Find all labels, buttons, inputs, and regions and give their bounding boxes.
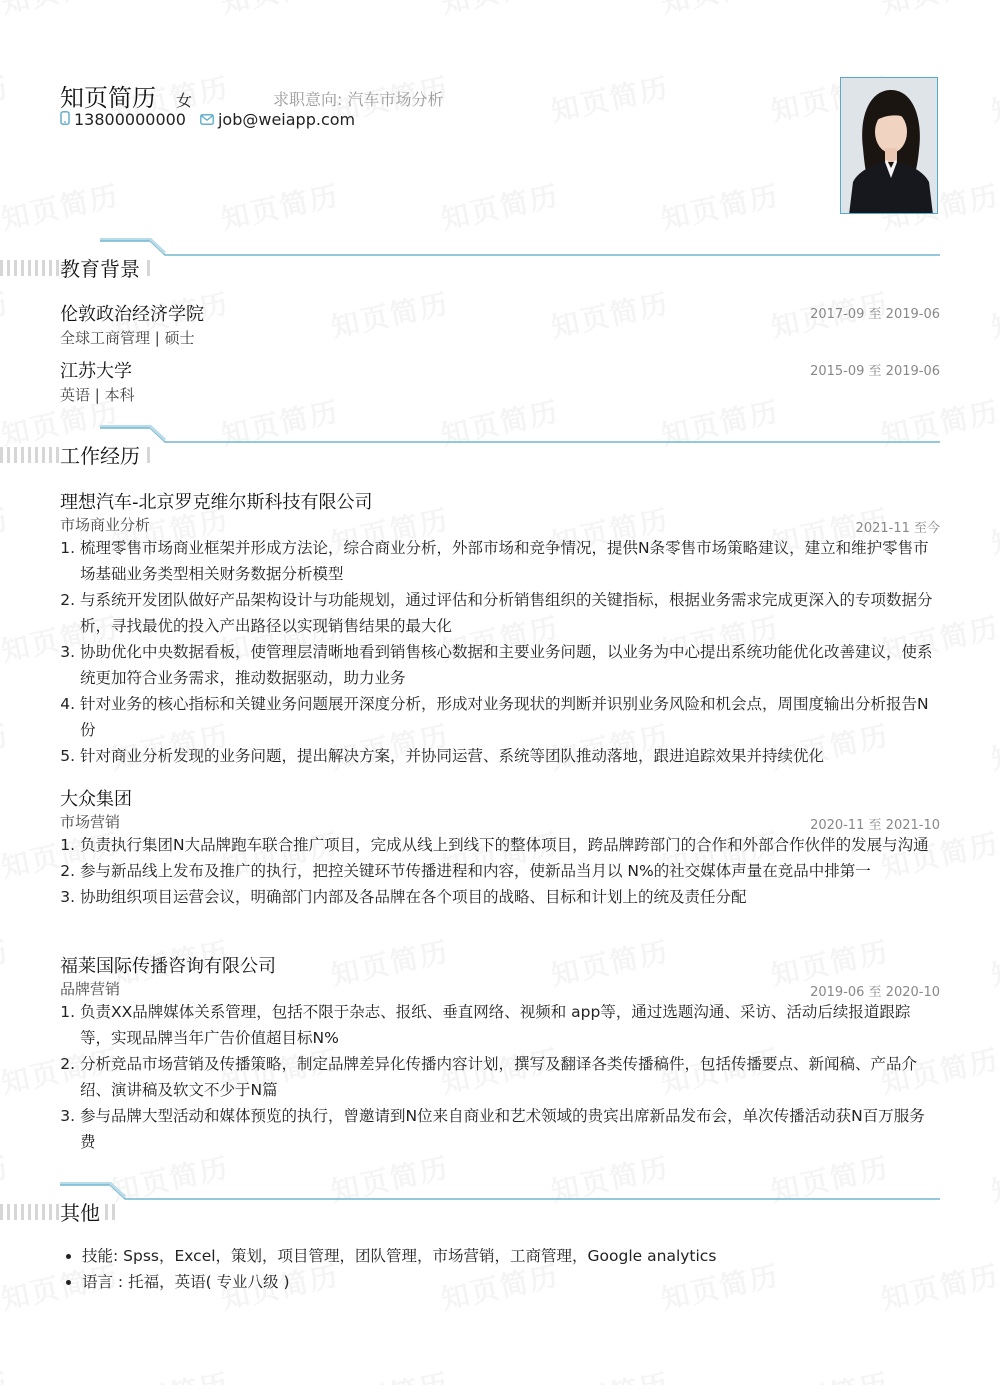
education-date: 2017-09 至 2019-06 xyxy=(810,307,940,322)
job-role: 市场商业分析 xyxy=(60,516,151,534)
job-intent xyxy=(273,87,444,110)
duty-item: 3. 参与品牌大型活动和媒体预览的执行，曾邀请到N位来自商业和艺术领域的贵宾出席新品发布会，单次传播活动获N百万服务费 xyxy=(80,1103,940,1155)
section-header-education xyxy=(0,238,1000,288)
duty-item: 1. 负责XX品牌媒体关系管理，包括不限于杂志、报纸、垂直网络、视频和 app等，通过选题沟通、采访、活动后续报道跟踪等，实现品牌当年广告价值超目标N% xyxy=(80,999,940,1051)
education-date: 2015-09 至 2019-06 xyxy=(810,364,940,379)
section-header-work xyxy=(0,425,1000,475)
duty-item: 2. 与系统开发团队做好产品架构设计与功能规划，通过评估和分析销售组织的关键指标，根据业务需求完成更深入的专项数据分析，寻找最优的投入产出路径以实现销售结果的最大化 xyxy=(80,587,940,639)
skills-item: • 技能: Spss，Excel，策划，项目管理，团队管理，市场营销，工商管理，Google analytics xyxy=(82,1243,940,1269)
job-role: 品牌营销 xyxy=(60,980,121,998)
job-role: 市场营销 xyxy=(60,813,121,831)
duty-item: 3. 协助优化中央数据看板，使管理层清晰地看到销售核心数据和主要业务问题，以业务为中心提出系统功能优化改善建议，使系统更加符合业务需求，推动数据驱动，助力业务 xyxy=(80,639,940,691)
job-date: 2019-06 至 2020-10 xyxy=(810,985,940,1000)
job-date: 2021-11 至今 xyxy=(855,521,940,536)
duty-item: 2. 分析竞品市场营销及传播策略，制定品牌差异化传播内容计划，撰写及翻译各类传播稿件，包括传播要点、新闻稿、产品介绍、演讲稿及软文不少于N篇 xyxy=(80,1051,940,1103)
section-divider xyxy=(0,238,1000,268)
duty-list xyxy=(60,999,940,1155)
company-name: 大众集团 xyxy=(60,789,132,810)
section-title: 工作经历 xyxy=(60,440,144,469)
section-divider xyxy=(0,1182,1000,1212)
duty-list xyxy=(60,832,940,910)
candidate-name: 知页简历 xyxy=(60,84,156,112)
candidate-gender: 女 xyxy=(176,91,193,110)
others-list xyxy=(60,1243,940,1295)
duty-item: 3. 协助组织项目运营会议，明确部门内部及各品牌在各个项目的战略、目标和计划上的统及责任分配 xyxy=(80,884,940,910)
school-major: 英语 | 本科 xyxy=(60,386,135,404)
section-title: 教育背景 xyxy=(60,253,144,282)
duty-item: 4. 针对业务的核心指标和关键业务问题展开深度分析，形成对业务现状的判断并识别业务风险和机会点，周围度输出分析报告N份 xyxy=(80,691,940,743)
company-name: 理想汽车-北京罗克维尔斯科技有限公司 xyxy=(60,492,373,513)
school-name: 伦敦政治经济学院 xyxy=(60,304,204,325)
contact-line xyxy=(60,110,355,129)
phone-number[interactable]: 13800000000 xyxy=(74,110,186,129)
section-header-other xyxy=(0,1182,1000,1232)
profile-photo xyxy=(840,77,938,214)
section-title: 其他 xyxy=(60,1197,104,1226)
duty-item: 2. 参与新品线上发布及推广的执行，把控关键环节传播进程和内容，使新品当月以 N%的社交媒体声量在竞品中排第一 xyxy=(80,858,940,884)
company-name: 福莱国际传播咨询有限公司 xyxy=(60,956,276,977)
email-address[interactable]: job@weiapp.com xyxy=(217,110,356,129)
job-intent-label: 求职意向: xyxy=(273,90,343,109)
email-icon xyxy=(200,110,214,129)
job-date: 2020-11 至 2021-10 xyxy=(810,818,940,833)
school-name: 江苏大学 xyxy=(60,361,132,382)
school-major: 全球工商管理 | 硕士 xyxy=(60,329,195,347)
section-divider xyxy=(0,425,1000,455)
language-item: • 语言 : 托福，英语( 专业八级 ) xyxy=(82,1269,940,1295)
duty-item: 1. 梳理零售市场商业框架并形成方法论，综合商业分析，外部市场和竞争情况，提供N条零售市场策略建议，建立和维护零售市场基础业务类型相关财务数据分析模型 xyxy=(80,535,940,587)
duty-item: 5. 针对商业分析发现的业务问题，提出解决方案，并协同运营、系统等团队推动落地，跟进追踪效果并持续优化 xyxy=(80,743,940,769)
duty-list xyxy=(60,535,940,769)
duty-item: 1. 负责执行集团N大品牌跑车联合推广项目，完成从线上到线下的整体项目，跨品牌跨部门的合作和外部合作伙伴的发展与沟通 xyxy=(80,832,940,858)
job-intent-value: 汽车市场分析 xyxy=(347,90,444,109)
phone-icon xyxy=(60,110,70,129)
